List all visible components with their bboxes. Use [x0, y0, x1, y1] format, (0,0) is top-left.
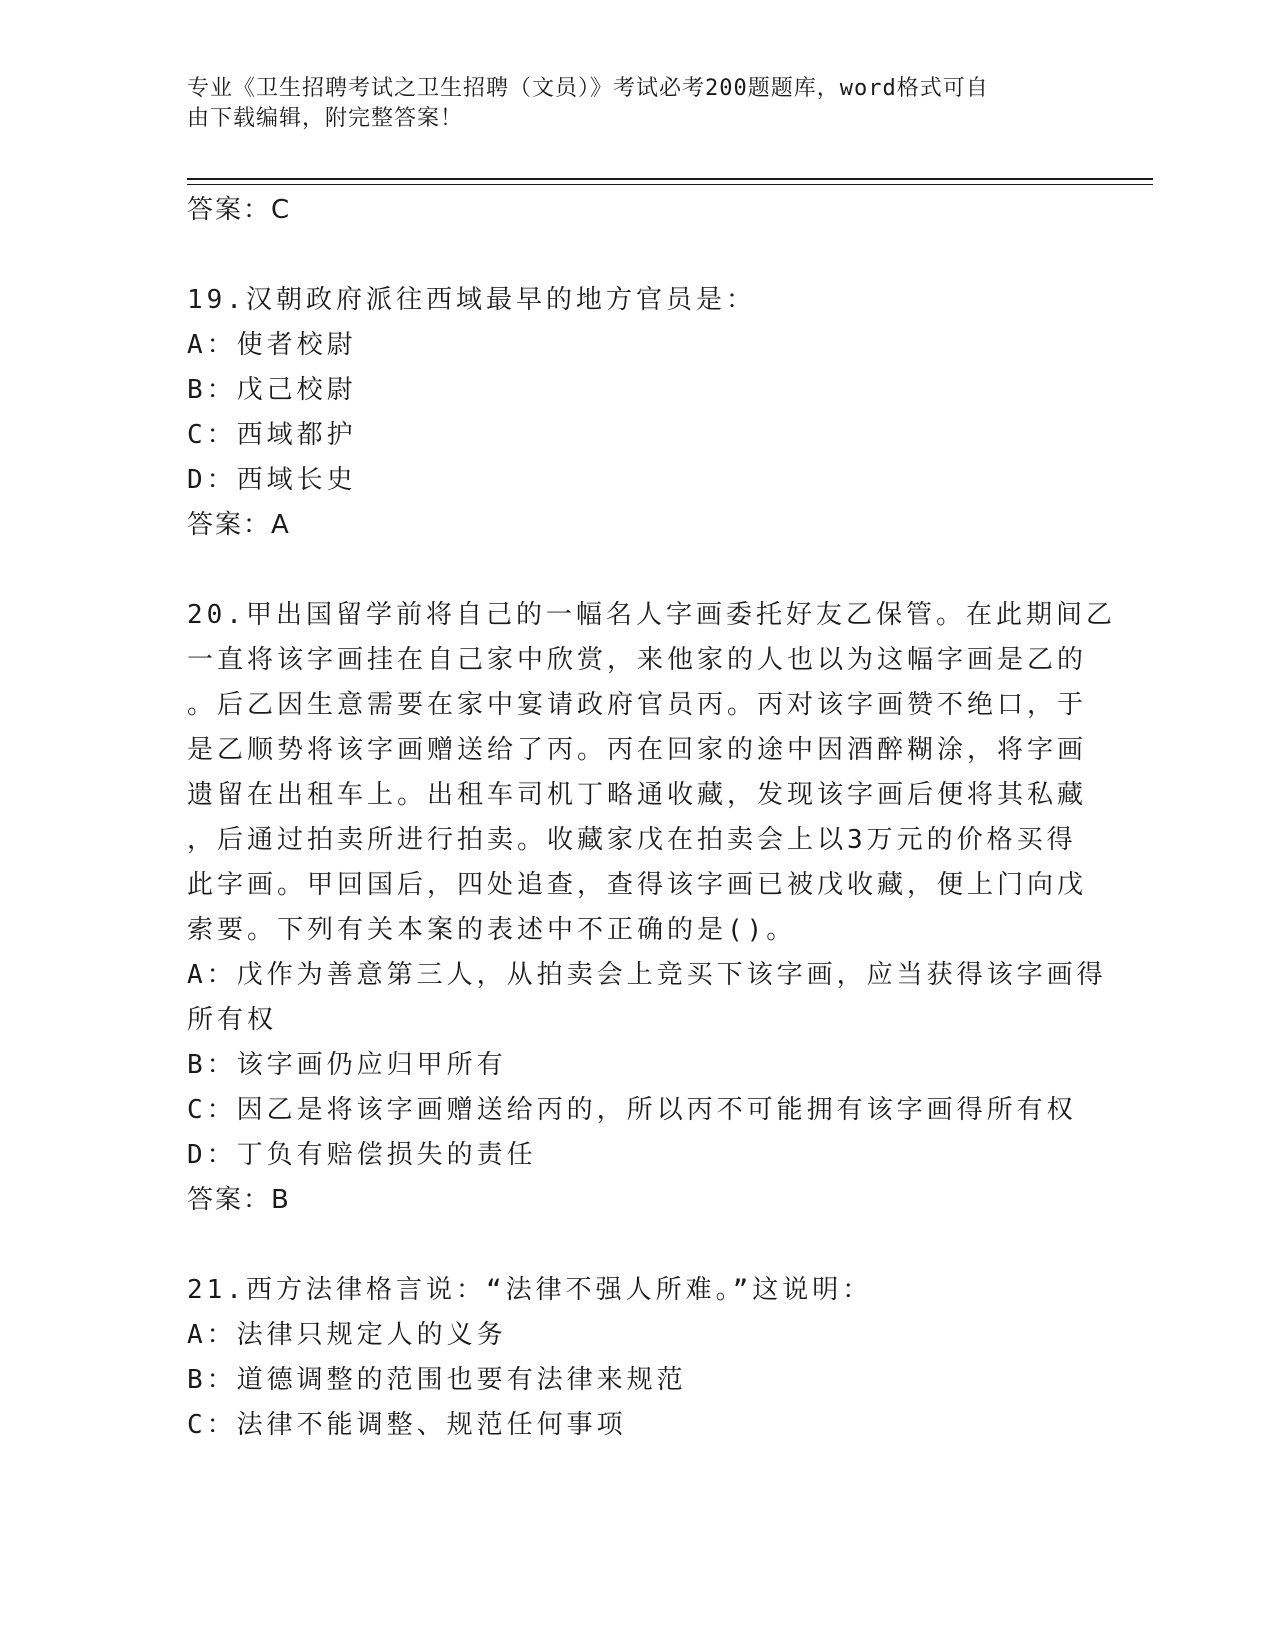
answer-line: 答案：B	[187, 1185, 291, 1215]
option-b: B：该字画仍应归甲所有	[187, 1050, 507, 1080]
header-line-2: 由下载编辑，附完整答案！	[187, 106, 464, 131]
option-b: B：戊己校尉	[187, 375, 357, 405]
header-rule-thin	[187, 184, 1153, 185]
question-stem-line: 21.西方法律格言说：“法律不强人所难。”这说明：	[187, 1275, 873, 1305]
question-20	[187, 593, 1116, 1223]
option-a-continued: 所有权	[187, 1005, 278, 1035]
question-stem-line: 索要。下列有关本案的表述中不正确的是()。	[187, 915, 797, 945]
question-stem-line: 。后乙因生意需要在家中宴请政府官员丙。丙对该字画赞不绝口，于	[187, 690, 1088, 720]
question-19	[187, 278, 1087, 548]
question-stem-line: 19.汉朝政府派往西域最早的地方官员是：	[187, 285, 756, 315]
option-a: A：戊作为善意第三人，从拍卖会上竞买下该字画，应当获得该字画得	[187, 960, 1107, 990]
option-c: C：因乙是将该字画赠送给丙的，所以丙不可能拥有该字画得所有权	[187, 1095, 1077, 1125]
answer-line: 答案：A	[187, 510, 291, 540]
option-a: A：法律只规定人的义务	[187, 1320, 507, 1350]
question-list	[187, 188, 1116, 1448]
question-stem-line: 遗留在出租车上。出租车司机丁略通收藏，发现该字画后便将其私藏	[187, 780, 1088, 810]
option-d: D：西域长史	[187, 465, 357, 495]
option-c: C：西域都护	[187, 420, 357, 450]
header-line-1: 专业《卫生招聘考试之卫生招聘（文员）》考试必考200题题库，word格式可自	[187, 76, 989, 101]
option-c: C：法律不能调整、规范任何事项	[187, 1410, 627, 1440]
question-21	[187, 1268, 1087, 1448]
question-stem-line: 一直将该字画挂在自己家中欣赏，来他家的人也以为这幅字画是乙的	[187, 645, 1088, 675]
question-stem-line: 此字画。甲回国后，四处追查，查得该字画已被戊收藏，便上门向戊	[187, 870, 1088, 900]
option-d: D：丁负有赔偿损失的责任	[187, 1140, 537, 1170]
previous-answer: 答案：C	[187, 195, 292, 225]
header-rule-thick	[187, 178, 1153, 180]
question-stem-line: ，后通过拍卖所进行拍卖。收藏家戊在拍卖会上以3万元的价格买得	[187, 825, 1077, 855]
question-stem-line: 是乙顺势将该字画赠送给了丙。丙在回家的途中因酒醉糊涂，将字画	[187, 735, 1088, 765]
option-a: A：使者校尉	[187, 330, 357, 360]
question-stem-line: 20.甲出国留学前将自己的一幅名人字画委托好友乙保管。在此期间乙	[187, 600, 1116, 630]
option-b: B：道德调整的范围也要有法律来规范	[187, 1365, 687, 1395]
page-header	[187, 74, 1067, 134]
